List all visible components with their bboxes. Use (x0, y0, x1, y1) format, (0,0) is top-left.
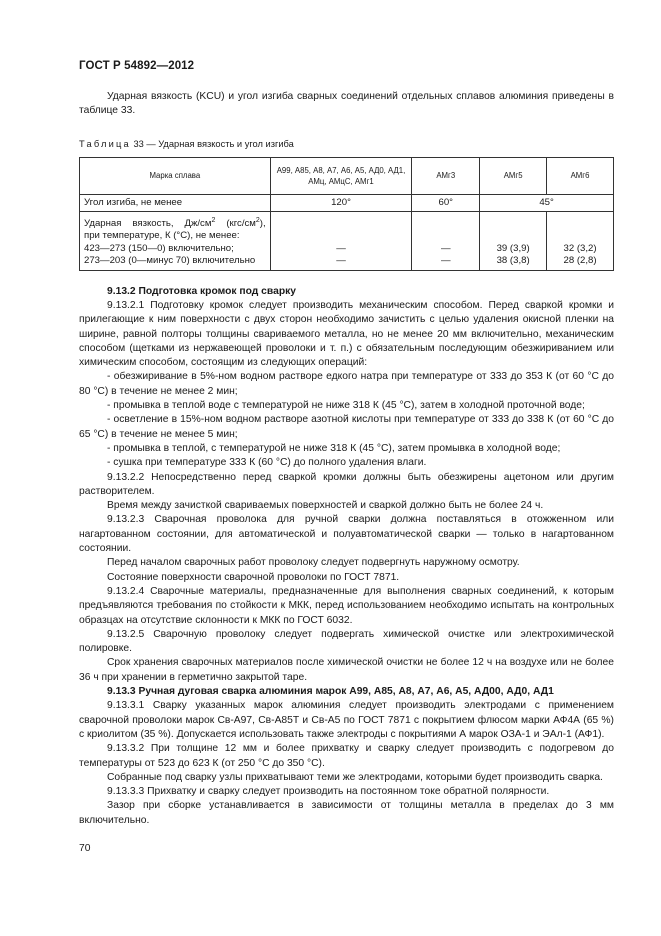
paragraph-inspection: Перед началом сварочных работ проволоку следует подвергнуть наружному осмотру. (107, 557, 520, 569)
impact-amg3-value-2: — (440, 255, 451, 267)
header-amg3: АМг3 (412, 157, 480, 194)
page-content (79, 90, 614, 828)
impact-label-part-a: Ударная вязкость, Дж/см (84, 218, 212, 230)
table-row-impact (80, 211, 614, 270)
impact-label-line-2: при температуре, К (°С), не менее: (84, 230, 240, 242)
impact-label-part-b: (кгс/см (215, 218, 256, 230)
section-9-13-2-title: 9.13.2 Подготовка кромок под сварку (107, 285, 297, 297)
table-header-row (80, 157, 614, 194)
row-label-bend-angle: Угол изгиба, не менее (80, 194, 271, 211)
operation-rinse-cold: - промывка в теплой, с температурой не ниже 318 К (45 °С), затем промывка в холодной воде; (107, 442, 561, 454)
section-9-13-3-title: 9.13.3 Ручная дуговая сварка алюминия марок А99, А85, А8, А7, А6, А5, АД00, АД0, АД1 (107, 686, 554, 698)
impact-amg5-value-1: 39 (3,9) (496, 242, 530, 254)
bend-angle-amg3: 60° (412, 194, 480, 211)
row-label-impact (80, 211, 271, 270)
bend-angle-group-1: 120° (270, 194, 412, 211)
impact-label-sup-1: 2 (211, 216, 216, 224)
table-caption-text: 33 — Ударная вязкость и угол изгиба (130, 138, 294, 149)
paragraph-surface: Состояние поверхности сварочной проволоки по ГОСТ 7871. (107, 571, 400, 583)
impact-bend-table (79, 157, 614, 271)
table-row-bend-angle (80, 194, 614, 211)
impact-amg5-value-2: 38 (3,8) (496, 255, 530, 267)
operation-rinse-warm: - промывка в теплой воде с температурой не ниже 318 К (45 °С), затем в холодной проточной воде; (107, 400, 585, 412)
paragraph-storage: Срок хранения сварочных материалов после химической очистки не более 12 ч на воздухе или не более 36 ч при хранении в герметично закрытой таре. (79, 657, 614, 683)
operation-degreasing: - обезжиривание в 5%-ном водном растворе едкого натра при температуре от 333 до 353 К (от 60 °С до 80 °С) в течение не менее 2 мин; (79, 371, 614, 397)
paragraph-tack-welding: Собранные под сварку узлы прихватывают теми же электродами, которыми будет производить сварка. (107, 771, 603, 783)
paragraph-9-13-2-3: 9.13.2.3 Сварочная проволока для ручной сварки должна поставляться в отожженном или нагартованном состоянии, для автоматической и полуавтоматической сварки — только в нагартованном состоянии. (79, 514, 614, 555)
impact-label-line-4: 273—203 (0—минус 70) включительно (84, 255, 256, 267)
header-amg6: АМг6 (547, 157, 614, 194)
impact-group-1 (270, 211, 412, 270)
header-alloy-grade: Марка сплава (80, 157, 271, 194)
bend-angle-amg5-amg6: 45° (480, 194, 614, 211)
impact-amg5 (480, 211, 547, 270)
impact-group-1-value-1: — (336, 242, 346, 254)
impact-label-line-3: 423—273 (150—0) включительно; (84, 242, 234, 254)
impact-amg6-value-2: 28 (2,8) (563, 255, 597, 267)
paragraph-9-13-2-4: 9.13.2.4 Сварочные материалы, предназначенные для выполнения сварных соединений, к которым предъявляются требования по стойкости к МКК, перед использованием необходимо испытать на контрольных образцах на отсутствие склонности к МКК по ГОСТ 6032. (79, 585, 614, 626)
table-caption (79, 137, 614, 151)
impact-label-part-c: ), (259, 218, 266, 230)
paragraph-9-13-2-5: 9.13.2.5 Сварочную проволоку следует подвергать химической очистке или электрохимической полировке. (79, 628, 614, 655)
paragraph-gap: Зазор при сборке устанавливается в зависимости от толщины металла в пределах до 3 мм включительно. (79, 800, 614, 826)
table-caption-prefix: Таблица (79, 138, 131, 149)
paragraph-9-13-3-1: 9.13.3.1 Сварку указанных марок алюминия следует производить электродами с применением сварочной проволоки марок Св-А97, Св-А85Т и Св-А5 по ГОСТ 7871 с покрытием флюсом марки АФ4А (65 %) с криолитом (35 %). Допускается использовать также электроды с покрытиями А марок ОЗА-1 и ЭАл-1 (АФ1). (79, 700, 614, 740)
paragraph-9-13-3-2: 9.13.3.2 При толщине 12 мм и более прихватку и сварку следует производить с подогревом до температуры от 523 до 623 К (от 250 °С до 350 °С). (79, 743, 614, 769)
impact-group-1-value-2: — (336, 255, 346, 267)
document-code: ГОСТ Р 54892—2012 (79, 60, 195, 72)
header-group-1: А99, А85, А8, А7, А6, А5, АД0, АД1, АМц, АМцС, АМг1 (270, 157, 412, 194)
operation-brightening: - осветление в 15%-ном водном растворе азотной кислоты при температуре от 333 до 338 К (от 60 °С до 65 °С) в течение не менее 5 мин; (79, 414, 614, 440)
header-amg5: АМг5 (480, 157, 547, 194)
impact-amg3 (412, 211, 480, 270)
intro-paragraph: Ударная вязкость (KCU) и угол изгиба сварных соединений отдельных сплавов алюминия приведены в таблице 33. (79, 91, 614, 117)
impact-label-sup-2: 2 (255, 216, 260, 224)
paragraph-9-13-2-2: 9.13.2.2 Непосредственно перед сваркой кромки должны быть обезжирены ацетоном или другим растворителем. (79, 471, 614, 497)
paragraph-9-13-2-1: 9.13.2.1 Подготовку кромок следует производить механическим способом. Перед сваркой кромки и прилегающие к ним поверхности с двух сторон необходимо зачистить с целью удаления окисной пленки на ширине, равной полторы толщины свариваемого металла, но не менее 20 мм включительно, механическим способом (щетками из нержавеющей проволоки и т. п.) с обязательным последующим обезжириванием или химическим способом, состоящим из следующих операций: (79, 300, 614, 369)
paragraph-time-limit: Время между зачисткой свариваемых поверхностей и сваркой должно быть не более 24 ч. (107, 500, 544, 512)
impact-amg6-value-1: 32 (3,2) (563, 242, 597, 254)
paragraph-9-13-3-3: 9.13.3.3 Прихватку и сварку следует производить на постоянном токе обратной полярности. (107, 786, 550, 798)
impact-amg6 (547, 211, 614, 270)
operation-drying: - сушка при температуре 333 К (60 °С) до полного удаления влаги. (107, 457, 427, 469)
impact-amg3-value-1: — (440, 242, 451, 254)
page-number: 70 (79, 843, 91, 854)
